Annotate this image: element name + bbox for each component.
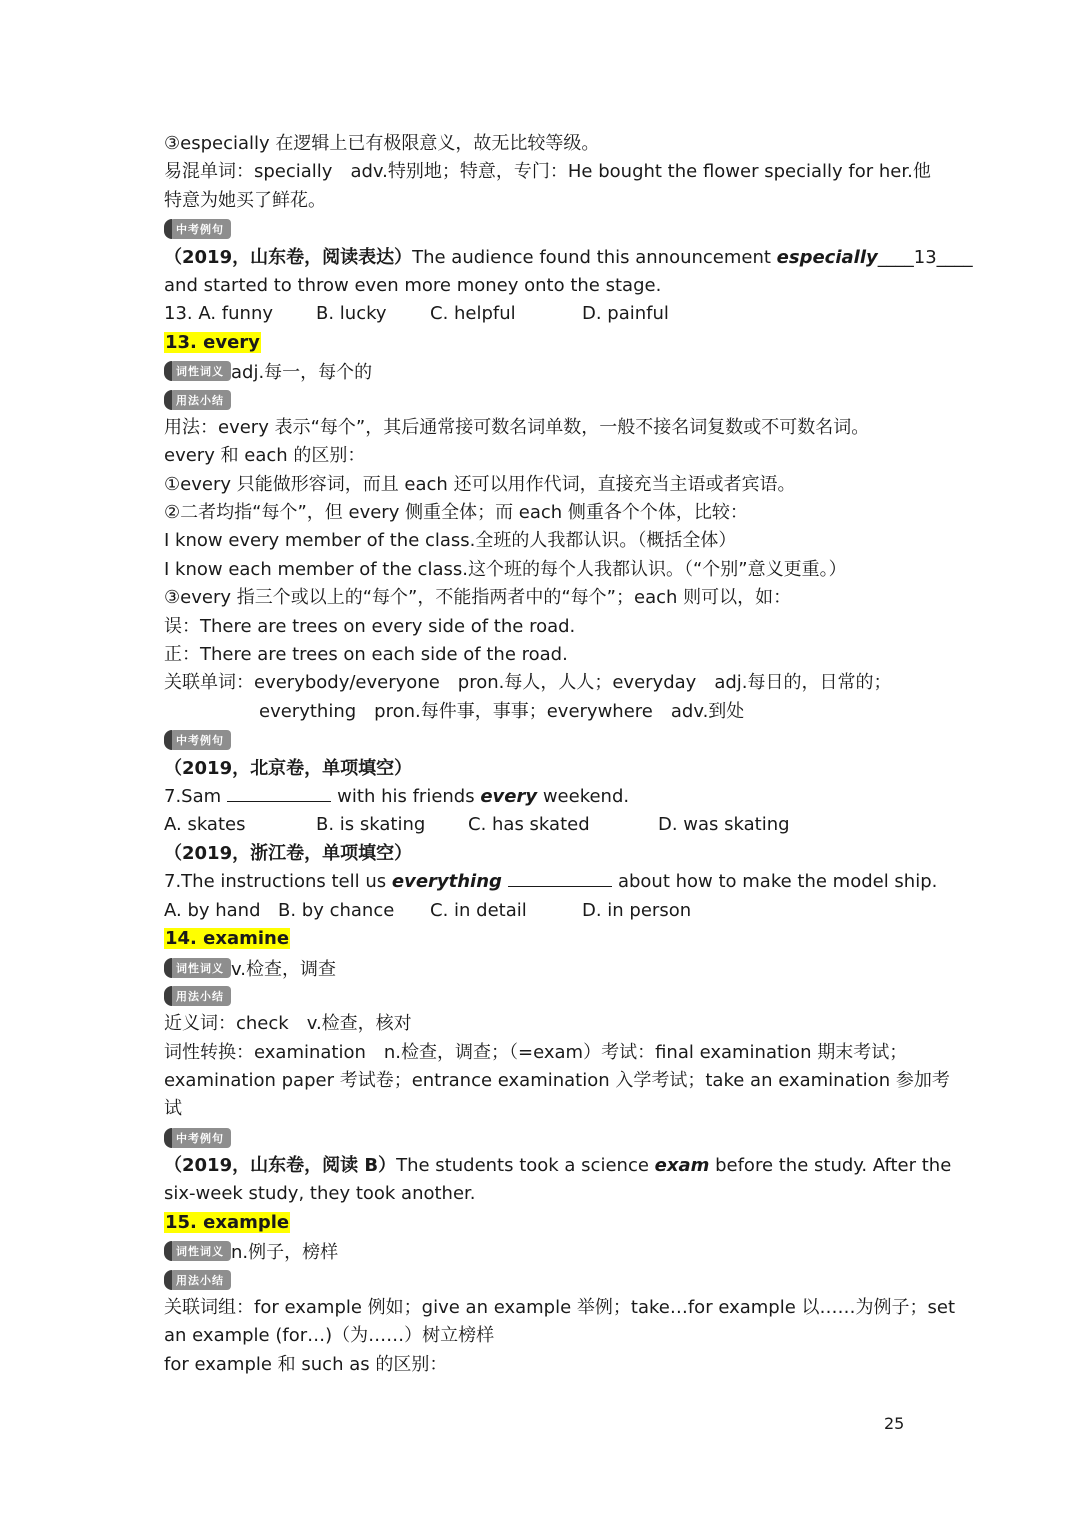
option: D. painful — [582, 303, 669, 325]
answer-blank — [508, 868, 612, 887]
keyword: everything — [391, 871, 502, 893]
text-line: six-week study, they took another. — [164, 1183, 476, 1205]
word-meaning: v.检查，调查 — [231, 958, 336, 980]
option: C. helpful — [430, 303, 516, 325]
usage-summary-tag: 用法小结 — [164, 1270, 231, 1290]
exam-example-tag: 中考例句 — [164, 730, 231, 750]
tag-row — [164, 982, 924, 1010]
part-meaning-tag: 词性词义 — [164, 958, 231, 978]
text-line: 近义词：check v.检查，核对 — [164, 1013, 412, 1035]
option: B. lucky — [316, 303, 387, 325]
text-line: 试 — [164, 1098, 182, 1120]
question-blank: ____13____ — [877, 246, 973, 268]
text-line: 正：There are trees on each side of the road. — [164, 644, 568, 666]
exam-example-tag: 中考例句 — [164, 219, 231, 239]
text-line: 用法：every 表示“每个”，其后通常接可数名词单数，一般不接名词复数或不可数名词。 — [164, 416, 870, 438]
word-meaning: n.例子，榜样 — [231, 1242, 339, 1264]
option-row — [164, 300, 924, 328]
tag-row — [164, 386, 924, 414]
word-heading-text: 15. example — [165, 1211, 290, 1233]
text-line: 误：There are trees on every side of the road. — [164, 615, 576, 637]
example-sentence — [164, 1152, 952, 1180]
exam-source: （2019，山东卷，阅读 B） — [164, 1155, 397, 1177]
option: B. by chance — [278, 899, 395, 921]
option: C. has skated — [468, 814, 590, 836]
sentence-text: about how to make the model ship. — [617, 871, 938, 893]
sentence-text: with his friends — [337, 785, 481, 807]
text-line: examination paper 考试卷；entrance examination 入学考试；take an examination 参加考 — [164, 1069, 950, 1091]
text-line: I know every member of the class.全班的人我都认识。（概括全体） — [164, 530, 737, 552]
text-line: I know each member of the class.这个班的每个人我都认识。（“个别”意义更重。） — [164, 558, 847, 580]
text-line: 词性转换：examination n.检查，调查；（=exam）考试：final examination 期末考试； — [164, 1041, 908, 1063]
keyword: exam — [654, 1155, 710, 1177]
word-meaning: adj.每一，每个的 — [231, 362, 373, 384]
tag-row — [164, 1124, 924, 1152]
tag-row — [164, 726, 924, 754]
example-sentence — [164, 783, 924, 811]
text-line: an example (for…)（为……）树立榜样 — [164, 1325, 495, 1347]
text-line: 特意为她买了鲜花。 — [164, 189, 326, 211]
text-line: ③especially 在逻辑上已有极限意义，故无比较等级。 — [164, 133, 600, 154]
keyword: every — [480, 785, 538, 807]
text-line: 关联词组：for example 例如；give an example 举例；take…for example 以……为例子；set — [164, 1297, 956, 1319]
word-heading — [164, 329, 924, 357]
exam-example-tag: 中考例句 — [164, 1128, 231, 1148]
tag-row — [164, 953, 924, 981]
example-sentence — [164, 868, 938, 896]
tag-row — [164, 1266, 924, 1294]
text-line: ③every 指三个或以上的“每个”，不能指两者中的“每个”；each 则可以，如： — [164, 587, 792, 609]
text-line: ②二者均指“每个”，但 every 侧重全体；而 each 侧重各个个体，比较： — [164, 502, 748, 524]
part-meaning-tag: 词性词义 — [164, 1241, 231, 1261]
option: A. by hand — [164, 899, 261, 921]
sentence-text: The audience found this announcement — [412, 246, 777, 268]
keyword: especially — [776, 246, 878, 268]
exam-source: （2019，北京卷，单项填空） — [164, 757, 413, 779]
sentence-text: before the study. After the — [709, 1155, 952, 1177]
word-heading — [164, 925, 924, 953]
sentence-text: 7.Sam — [164, 785, 222, 807]
option: A. skates — [164, 814, 246, 836]
page-number: 25 — [884, 1414, 905, 1433]
word-heading-text: 14. examine — [165, 927, 290, 949]
part-meaning-tag: 词性词义 — [164, 361, 231, 381]
option: C. in detail — [430, 899, 527, 921]
option-row — [164, 811, 924, 839]
usage-summary-tag: 用法小结 — [164, 390, 231, 410]
option: B. is skating — [316, 814, 426, 836]
text-line: every 和 each 的区别： — [164, 445, 366, 467]
sentence-text: The students took a science — [396, 1155, 655, 1177]
page-content — [164, 130, 973, 1379]
answer-blank — [227, 783, 331, 802]
option: D. in person — [582, 899, 692, 921]
option: 13. A. funny — [164, 303, 274, 325]
text-line: 关联单词：everybody/everyone pron.每人，人人；everyday adj.每日的，日常的； — [164, 672, 892, 694]
text-line: 易混单词：specially adv.特别地；特意，专门：He bought the flower specially for her.他 — [164, 161, 931, 183]
text-line: ①every 只能做形容词，而且 each 还可以用作代词，直接充当主语或者宾语。 — [164, 473, 796, 495]
word-heading-text: 13. every — [165, 331, 260, 353]
text-line: and started to throw even more money onto the stage. — [164, 274, 662, 296]
option-row — [164, 897, 924, 925]
exam-source: （2019，山东卷，阅读表达） — [164, 246, 413, 268]
exam-source: （2019，浙江卷，单项填空） — [164, 842, 413, 864]
tag-row — [164, 1237, 924, 1265]
text-line: everything pron.每件事，事事；everywhere adv.到处 — [259, 700, 745, 722]
usage-summary-tag: 用法小结 — [164, 986, 231, 1006]
sentence-text: 7.The instructions tell us — [164, 871, 392, 893]
example-sentence — [164, 244, 973, 272]
text-line: for example 和 such as 的区别： — [164, 1353, 448, 1375]
sentence-text: weekend. — [537, 785, 630, 807]
word-heading — [164, 1209, 924, 1237]
option: D. was skating — [658, 814, 790, 836]
tag-row — [164, 215, 924, 243]
tag-row — [164, 357, 924, 385]
